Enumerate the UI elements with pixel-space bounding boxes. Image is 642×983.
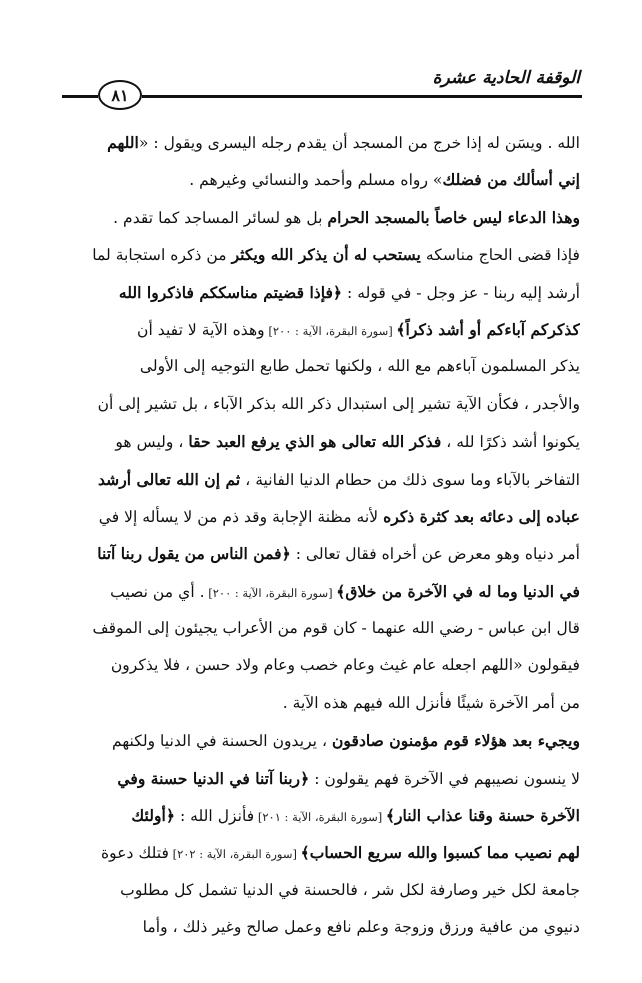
text-line [62, 236, 580, 273]
plain-text: من ذكره استجابة لما [92, 246, 232, 265]
plain-text: والأجدر ، فكأن الآية تشير إلى استبدال ذكر الله بذكر الآباء ، بل تشير إلى أن [97, 394, 580, 413]
text-line [62, 161, 580, 198]
body-text [62, 124, 580, 947]
text-line [62, 199, 580, 236]
page-number: ٨١ [98, 80, 142, 110]
emphasized-text: وهذا الدعاء ليس خاصاً بالمسجد الحرام [327, 207, 580, 227]
text-line [62, 909, 580, 946]
text-line [62, 573, 580, 610]
emphasized-text: الآخرة حسنة وقنا عذاب النار﴾ [385, 806, 580, 826]
text-line [62, 498, 580, 535]
text-line [62, 834, 580, 871]
plain-text: دنيوي من عافية ورزق وزوجة وعلم نافع وعمل صالح وغير ذلك ، وأما [142, 918, 580, 937]
text-line [62, 760, 580, 797]
emphasized-text: ﴿ربنا آتنا في الدنيا حسنة وفي [117, 768, 310, 788]
plain-text: ، يريدون الحسنة في الدنيا ولكنهم [111, 732, 332, 751]
emphasized-text: لهم نصيب مما كسبوا والله سريع الحساب﴾ [300, 843, 580, 863]
text-line [62, 311, 580, 348]
plain-text: فيقولون «اللهم اجعله عام غيث وعام خصب وعام ولاد حسن ، فلا يذكرون [110, 656, 580, 675]
plain-text: ، وليس هو [115, 433, 189, 452]
emphasized-text: عباده إلى دعائه بعد كثرة ذكره [383, 506, 580, 526]
header-rule-left [62, 95, 98, 98]
text-line [62, 423, 580, 460]
plain-text: لأنه مظنة الإجابة وقد ذم من لا يسأله إلا في [98, 507, 384, 526]
emphasized-text: كذكركم آباءكم أو أشد ذكراً﴾ [396, 319, 580, 339]
text-line [62, 797, 580, 834]
emphasized-text: ﴿فإذا قضيتم مناسككم فاذكروا الله [118, 282, 343, 302]
text-line [62, 535, 580, 572]
plain-text: جامعة لكل خير وصارفة لكل شر ، فالحسنة في الدنيا تشمل كل مطلوب [120, 880, 580, 899]
emphasized-text: ﴿فمن الناس من يقول ربنا آتنا [97, 544, 291, 564]
plain-text: فتلك دعوة [101, 844, 169, 863]
emphasized-text: فذكر الله تعالى هو الذي يرفع العبد حقا [188, 432, 442, 452]
plain-text: لا ينسون نصيبهم في الآخرة فهم يقولون : [309, 769, 580, 788]
running-title: الوقفة الحادية عشرة [432, 68, 580, 88]
plain-text: أرشد إليه ربنا - عز وجل - في قوله : [342, 283, 580, 302]
emphasized-text: ويجيء بعد هؤلاء قوم مؤمنون صادقون [331, 731, 580, 751]
plain-text: أمر دنياه وهو معرض عن أخراه فقال تعالى : [290, 545, 580, 564]
plain-text: فإذا قضى الحاج مناسكه [420, 246, 580, 265]
text-line [62, 685, 580, 722]
text-line [62, 722, 580, 759]
text-line [62, 124, 580, 161]
plain-text: يذكر المسلمون آباءهم مع الله ، ولكنها تحمل طابع التوجيه إلى الأولى [139, 357, 580, 376]
plain-text: قال ابن عباس - رضي الله عنهما - كان قوم من الأعراب يجيئون إلى الموقف [92, 619, 580, 638]
verse-reference: [سورة البقرة، الآية : ٢٠٢] [168, 847, 301, 862]
plain-text: التفاخر بالآباء وما سوى ذلك من حطام الدنيا الفانية ، [240, 470, 580, 489]
plain-text: فأنزل الله : [174, 807, 255, 826]
text-line [62, 647, 580, 684]
plain-text: من أمر الآخرة شيئًا فأنزل الله فيهم هذه الآية . [282, 693, 580, 712]
plain-text: . أي من نصيب [110, 582, 205, 601]
page-header [0, 0, 642, 110]
verse-reference: [سورة البقرة، الآية : ٢٠٠] [204, 585, 337, 600]
emphasized-text: إني أسألك من فضلك [442, 170, 580, 190]
plain-text: بل هو لسائر المساجد كما تقدم . [113, 208, 328, 227]
text-line [62, 610, 580, 647]
header-rule-right [142, 95, 582, 98]
text-line [62, 386, 580, 423]
text-line [62, 461, 580, 498]
verse-reference: [سورة البقرة، الآية : ٢٠١] [254, 810, 386, 825]
emphasized-text: يستحب له أن يذكر الله ويكثر [231, 245, 421, 265]
verse-reference: [سورة البقرة، الآية : ٢٠٠] [264, 323, 397, 338]
emphasized-text: اللهم [107, 133, 139, 152]
plain-text: » رواه مسلم وأحمد والنسائي وغيرهم . [189, 171, 443, 190]
plain-text: الله . ويسَن له إذا خرج من المسجد أن يقدم رجله اليسرى ويقول : « [138, 134, 580, 152]
text-line [62, 872, 580, 909]
text-line [62, 274, 580, 311]
emphasized-text: في الدنيا وما له في الآخرة من خلاق﴾ [336, 581, 580, 601]
text-line [62, 348, 580, 385]
plain-text: وهذه الآية لا تفيد أن [137, 320, 265, 339]
plain-text: يكونوا أشد ذكرًا لله ، [441, 433, 580, 452]
emphasized-text: ثم إن الله تعالى أرشد [97, 469, 241, 489]
emphasized-text: ﴿أولئك [131, 806, 175, 826]
